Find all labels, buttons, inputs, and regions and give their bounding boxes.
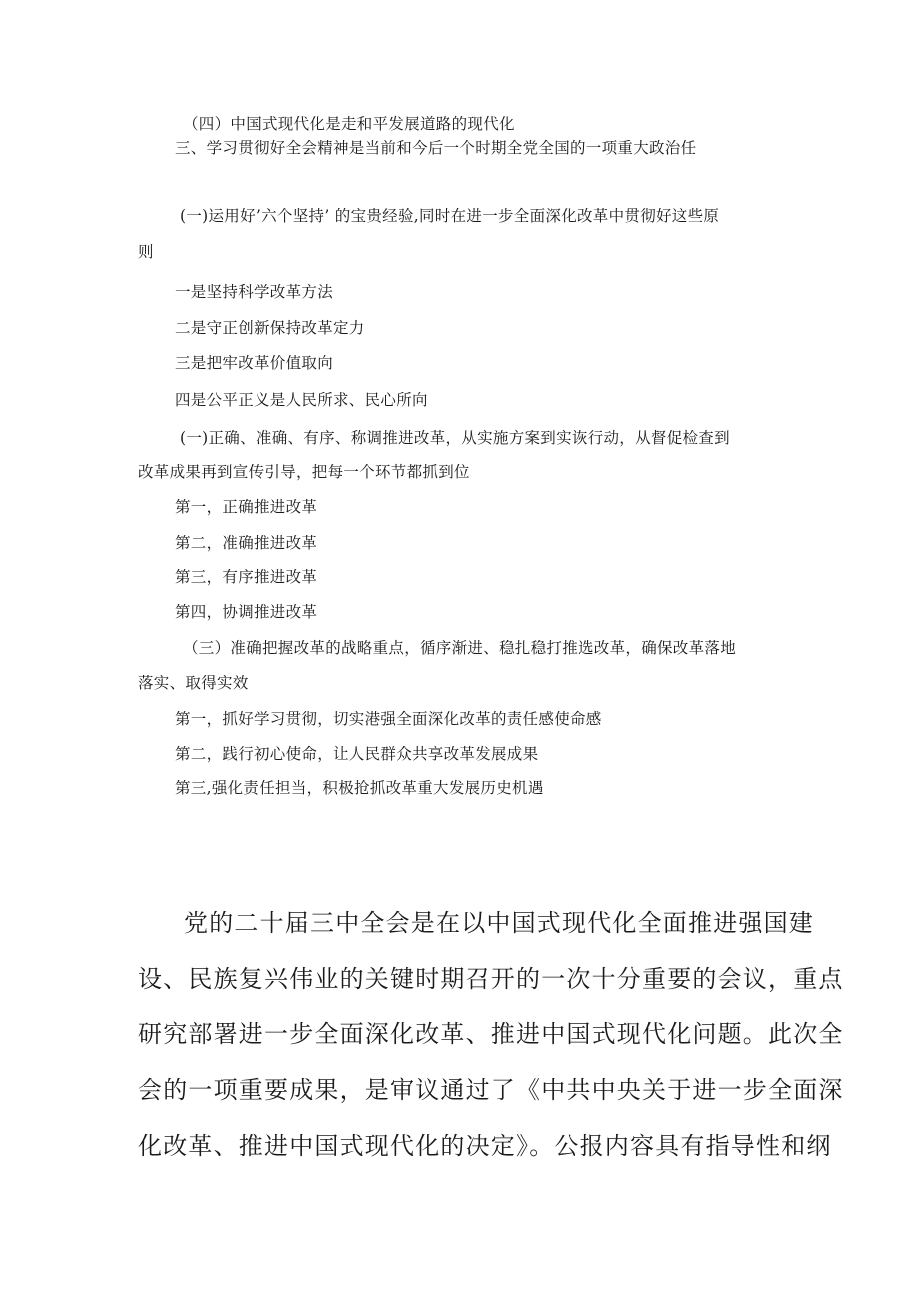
outline-line-10: 第二，准确推进改革 [175, 534, 318, 552]
outline-line-8b: 改革成果再到宣传引导，把每一个环节都抓到位 [138, 463, 470, 481]
outline-line-4: 一是坚持科学改革方法 [175, 283, 334, 301]
outline-line-1: （四）中国式现代化是走和平发展道路的现代化 [183, 115, 515, 133]
outline-line-6: 三是把牢改革价值取向 [175, 354, 334, 372]
outline-line-12: 第四，协调推进改革 [175, 603, 318, 621]
outline-line-16: 第三,强化责任担当，积极抢抓改革重大发展历史机遇 [175, 779, 544, 797]
outline-line-8a: (一)正确、准确、有序、称调推进改革，从实施方案到实诙行动，从督促检查到 [180, 429, 730, 447]
outline-line-3b: 则 [138, 243, 154, 261]
outline-line-2: 三、学习贯彻好全会精神是当前和今后一个时期全党全国的一项重大政治任 [175, 139, 697, 157]
body-paragraph-line-3: 研究部署进一步全面深化改革、推进中国式现代化问题。此次全 [138, 1020, 844, 1048]
outline-line-5: 二是守正创新保持改革定力 [175, 319, 365, 337]
body-paragraph-line-2: 设、民族复兴伟业的关键时期召开的一次十分重要的会议，重点 [138, 965, 844, 993]
outline-line-3a: (一)运用好’六个坚持’ 的宝贵经验,同时在进一步全面深化改革中贯彻好这些原 [180, 207, 720, 225]
outline-line-9: 第一，正确推进改革 [175, 498, 318, 516]
body-paragraph-line-1: 党的二十届三中全会是在以中国式现代化全面推进强国建 [184, 909, 814, 937]
outline-line-14: 第一，抓好学习贯彻，切实港强全面深化改革的责任感使命感 [175, 710, 602, 728]
outline-line-13a: （三）准确把握改革的战略重点，循序渐进、稳扎稳打推选改革，确保改革落地 [183, 639, 737, 657]
outline-line-11: 第三，有序推进改革 [175, 568, 318, 586]
body-paragraph-line-4: 会的一项重要成果，是审议通过了《中共中央关于进一步全面深 [138, 1076, 844, 1104]
outline-line-7: 四是公平正义是人民所求、民心所向 [175, 391, 428, 409]
body-paragraph-line-5: 化改革、推进中国式现代化的决定》。公报内容具有指导性和纲 [138, 1132, 832, 1160]
outline-line-15: 第二，践行初心使命，让人民群众共享改革发展成果 [175, 745, 539, 763]
outline-line-13b: 落实、取得实效 [138, 674, 249, 692]
